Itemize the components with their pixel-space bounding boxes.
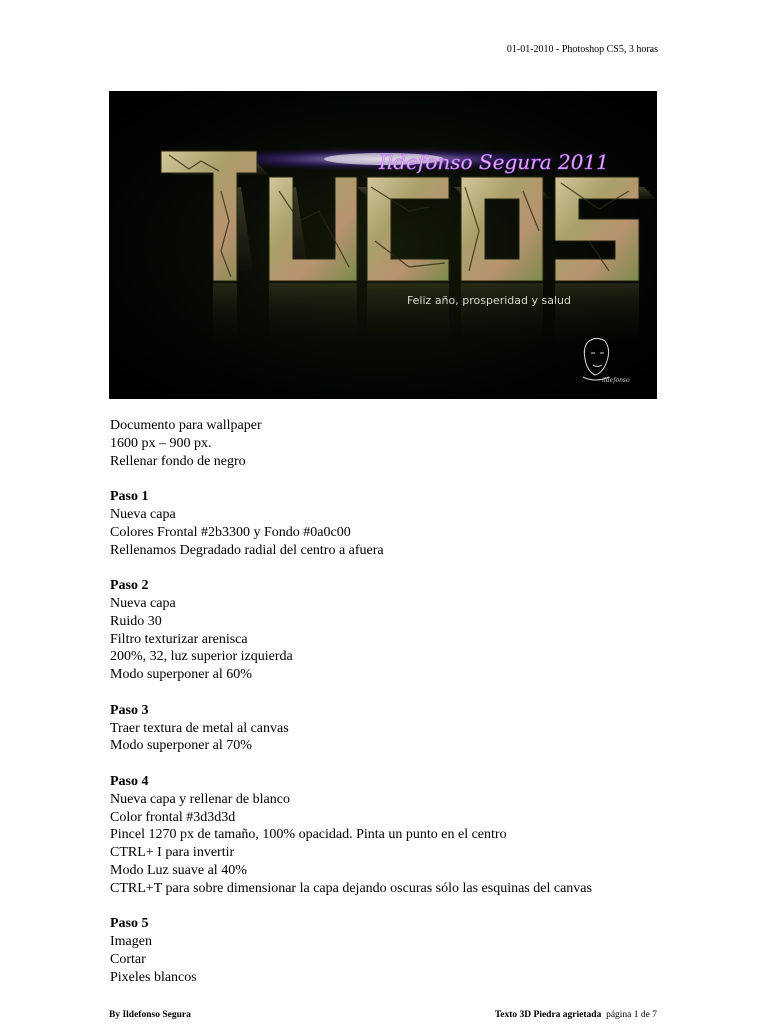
- step-line: Cortar: [110, 951, 146, 967]
- step-line: Imagen: [110, 934, 152, 950]
- step-block: [110, 577, 670, 684]
- step-line: Colores Frontal #2b3300 y Fondo #0a0c00: [110, 524, 351, 540]
- footer-author: By Ildefonso Segura: [109, 1010, 191, 1020]
- step-line: Traer textura de metal al canvas: [110, 720, 289, 736]
- hero-signature: Ildefonso Segura 2011: [379, 150, 609, 174]
- step-line: Nueva capa y rellenar de blanco: [110, 791, 290, 807]
- step-title: Paso 2: [110, 578, 149, 594]
- step-line: Pincel 1270 px de tamaño, 100% opacidad. Pinta un punto en el centro: [110, 827, 507, 843]
- step-line: CTRL+T para sobre dimensionar la capa dejando oscuras sólo las esquinas del canvas: [110, 880, 592, 896]
- document-header-meta: 01-01-2010 - Photoshop CS5, 3 horas: [506, 44, 658, 55]
- step-line: Modo superponer al 70%: [110, 738, 252, 754]
- step-line: CTRL+ I para invertir: [110, 845, 235, 861]
- step-line: Nueva capa: [110, 595, 176, 611]
- step-line: Modo superponer al 60%: [110, 667, 252, 683]
- step-title: Paso 5: [110, 916, 149, 932]
- step-title: Paso 3: [110, 702, 149, 718]
- step-block: [110, 488, 670, 559]
- step-line: Pixeles blancos: [110, 969, 197, 985]
- step-line: Nueva capa: [110, 506, 176, 522]
- step-line: Ruido 30: [110, 613, 162, 629]
- step-title: Paso 4: [110, 773, 149, 789]
- wallpaper-artwork: [109, 91, 657, 399]
- intro-line: Documento para wallpaper: [110, 418, 262, 433]
- step-line: Filtro texturizar arenisca: [110, 631, 248, 647]
- intro-line: Rellenar fondo de negro: [110, 453, 246, 469]
- step-block: [110, 773, 670, 898]
- footer-page-number: página 1 de 7: [606, 1010, 657, 1020]
- step-block: [110, 702, 670, 755]
- step-title: Paso 1: [110, 489, 149, 505]
- intro-line: 1600 px – 900 px.: [110, 435, 212, 451]
- step-line: Rellenamos Degradado radial del centro a afuera: [110, 542, 384, 558]
- step-block: [110, 915, 670, 986]
- step-line: Modo Luz suave al 40%: [110, 862, 247, 878]
- footer-doc-title: Texto 3D Piedra agrietada: [494, 1010, 602, 1020]
- intro-block: [110, 417, 670, 470]
- document-body: [110, 417, 670, 1004]
- step-line: Color frontal #3d3d3d: [110, 809, 236, 825]
- step-line: 200%, 32, luz superior izquierda: [110, 649, 293, 665]
- hero-artist-signature: ildefonso: [602, 377, 630, 384]
- hero-wallpaper-image: [109, 91, 657, 399]
- hero-tagline: Feliz año, prosperidad y salud: [406, 294, 571, 307]
- footer-page-info: [495, 1009, 657, 1021]
